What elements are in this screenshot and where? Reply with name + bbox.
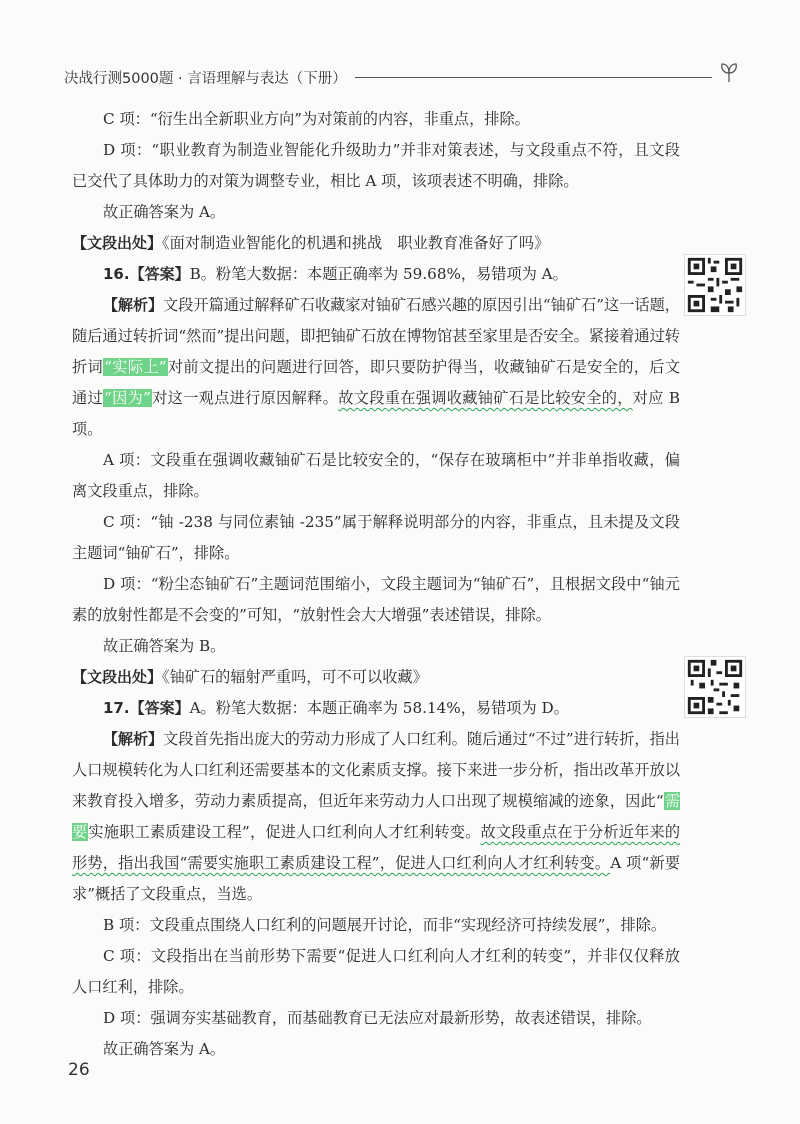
answer-label: 16.【答案】 — [103, 265, 190, 283]
source-line — [72, 662, 680, 693]
option-b-analysis: B 项：文段重点围绕人口红利的问题展开讨论，而非“实现经济可持续发展”，排除。 — [103, 916, 667, 934]
option-a-analysis: A 项：文段重在强调收藏铀矿石是比较安全的，“保存在玻璃柜中”并非单指收藏，偏离文段重点，排除。 — [72, 451, 680, 500]
analysis-text: 对前文提出的问题进行回答，即只要防护得当，收藏铀矿石是安全的，后文通过 — [72, 358, 681, 407]
answer-explanations — [72, 104, 680, 1065]
source-label: 【文段出处】 — [72, 234, 163, 252]
answer-line-17 — [72, 693, 680, 724]
option-c-analysis: C 项：文段指出在当前形势下需要“促进人口红利向人才红利的转变”，并非仅仅释放人口红利，排除。 — [72, 947, 680, 996]
source-title: 《铀矿石的辐射严重吗，可不可以收藏》 — [162, 668, 428, 686]
option-d-analysis: D 项：“职业教育为制造业智能化升级助力”并非对策表述，与文段重点不符，且文段已交代了具体助力的对策为调整专业，相比 A 项，该项表述不明确，排除。 — [72, 141, 680, 190]
leaf-sprout-icon — [718, 61, 740, 83]
analysis-label: 【解析】 — [103, 296, 164, 314]
highlight-keyword: 需要 — [72, 792, 681, 841]
header-rule — [355, 77, 712, 78]
key-sentence: 故文段重点在于分析近年来的形势，指出我国“需要实施职工素质建设工程”，促进人口红利向人才红利转变。 — [72, 823, 681, 872]
source-line — [72, 228, 680, 259]
answer-text: A。粉笔大数据：本题正确率为 58.14%，易错项为 D。 — [189, 699, 569, 717]
answer-label: 17.【答案】 — [103, 699, 190, 717]
option-c-analysis: C 项：“衍生出全新职业方向”为对策前的内容，非重点，排除。 — [103, 110, 530, 128]
source-label: 【文段出处】 — [72, 668, 163, 686]
highlight-keyword: “因为” — [104, 389, 151, 407]
book-title: 决战行测5000题 · 言语理解与表达（下册） — [64, 70, 347, 87]
answer-text: B。粉笔大数据：本题正确率为 59.68%，易错项为 A。 — [189, 265, 568, 283]
running-header — [64, 64, 740, 90]
option-c-analysis: C 项：“铀 -238 与同位素铀 -235”属于解释说明部分的内容，非重点，且未提及文段主题词“铀矿石”，排除。 — [72, 513, 680, 562]
page-number: 26 — [68, 1060, 90, 1080]
analysis-text: 对应 B 项。 — [72, 389, 681, 438]
analysis-text: 文段开篇通过解释矿石收藏家对铀矿石感兴趣的原因引出“铀矿石”这一话题，随后通过转折词“然而”提出问题，即把铀矿石放在博物馆甚至家里是否安全。紧接着通过转折词 — [72, 296, 680, 376]
answer-conclusion: 故正确答案为 A。 — [103, 203, 226, 221]
qr-code-icon[interactable] — [684, 656, 746, 718]
answer-conclusion: 故正确答案为 A。 — [103, 1040, 226, 1058]
answer-conclusion: 故正确答案为 B。 — [103, 637, 226, 655]
source-title: 《面对制造业智能化的机遇和挑战 职业教育准备好了吗》 — [162, 234, 550, 252]
answer-line-16 — [72, 259, 680, 290]
analysis-label: 【解析】 — [103, 730, 164, 748]
option-d-analysis: D 项：“粉尘态铀矿石”主题词范围缩小，文段主题词为“铀矿石”，且根据文段中“铀元素的放射性都是不会变的”可知，“放射性会大大增强”表述错误，排除。 — [72, 575, 680, 624]
analysis-17 — [72, 724, 680, 910]
option-d-analysis: D 项：强调夯实基础教育，而基础教育已无法应对最新形势，故表述错误，排除。 — [103, 1009, 652, 1027]
analysis-text: 对这一观点进行原因解释。 — [151, 389, 339, 407]
analysis-text: 实施职工素质建设工程”，促进人口红利向人才红利转变。 — [88, 823, 481, 841]
analysis-16 — [72, 290, 680, 445]
highlight-keyword: “实际上” — [104, 358, 167, 376]
key-sentence: 故文段重在强调收藏铀矿石是比较安全的， — [338, 389, 633, 407]
qr-code-icon[interactable] — [684, 254, 746, 316]
analysis-text: 文段首先指出庞大的劳动力形成了人口红利。随后通过“不过”进行转折，指出人口规模转化为人口红利还需要基本的文化素质支撑。接下来进一步分析，指出改革开放以来教育投入增多，劳动力素质提高，但近年来劳动力人口出现了规模缩减的迹象，因此“ — [72, 730, 680, 810]
analysis-text: A 项“新要求”概括了文段重点，当选。 — [72, 854, 681, 903]
